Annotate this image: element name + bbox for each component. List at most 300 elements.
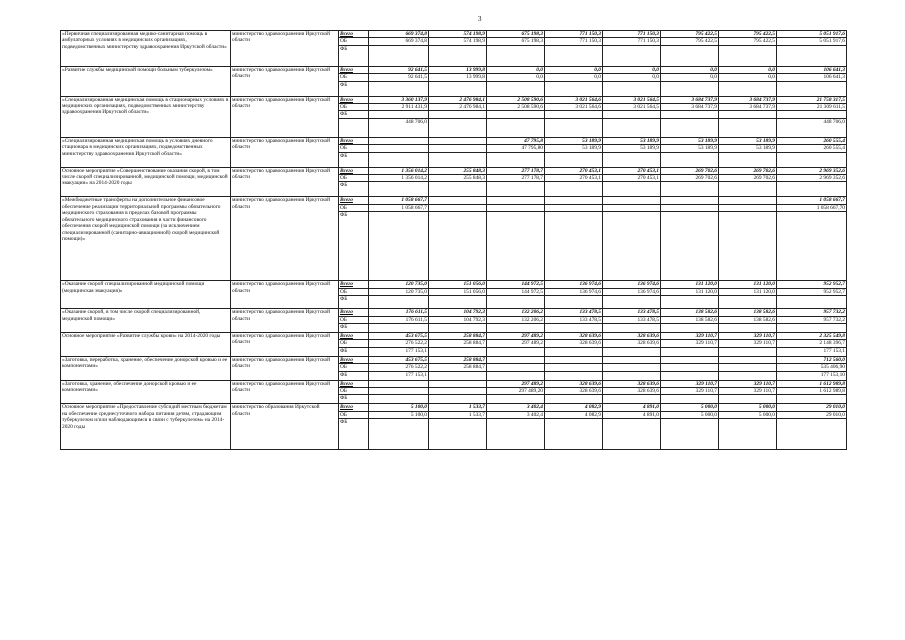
- amount-cell: 5 000,0: [719, 411, 777, 418]
- amount-cell: [487, 356, 545, 363]
- amount-cell: 1 356 014,2: [369, 175, 429, 182]
- amount-cell: 329 110,7: [719, 380, 777, 387]
- amount-cell: 29 010,0: [777, 411, 847, 418]
- amount-cell: 92 641,5: [369, 74, 429, 81]
- amount-cell: 574 198,9: [429, 38, 487, 45]
- amount-cell: [661, 419, 719, 450]
- amount-cell: 2 508 590,6: [487, 96, 545, 103]
- amount-cell: 2 969 352,6: [777, 175, 847, 182]
- amount-cell: 138 582,6: [719, 309, 777, 316]
- amount-cell: [719, 347, 777, 356]
- executor: министерство здравоохранения Иркутской области: [231, 31, 339, 67]
- amount-cell: 453 675,5: [369, 356, 429, 363]
- amount-cell: 258 884,7: [429, 332, 487, 339]
- amount-cell: 5 100,0: [369, 404, 429, 411]
- amount-cell: [487, 371, 545, 380]
- amount-cell: [487, 419, 545, 450]
- amount-cell: 133 478,5: [545, 316, 603, 323]
- amount-cell: [545, 152, 603, 167]
- funding-source: ОБ: [339, 288, 369, 295]
- amount-cell: [603, 419, 661, 450]
- amount-cell: [603, 347, 661, 356]
- funding-source: ОБ: [339, 364, 369, 371]
- table-row: [61, 356, 847, 363]
- measure-name: «Развитие службы медицинской помощи больным туберкулезом»: [61, 66, 231, 96]
- amount-cell: 138 582,6: [719, 316, 777, 323]
- amount-cell: [777, 182, 847, 197]
- amount-cell: [603, 118, 661, 137]
- amount-cell: [603, 371, 661, 380]
- amount-cell: 0,0: [719, 66, 777, 73]
- measure-name: Основное мероприятие «Развитие службы крови» на 2014-2020 годы: [61, 332, 231, 356]
- amount-cell: 2 911 431,9: [369, 104, 429, 111]
- amount-cell: [719, 212, 777, 281]
- amount-cell: 138 582,6: [661, 309, 719, 316]
- amount-cell: 5 000,0: [661, 404, 719, 411]
- amount-cell: [719, 419, 777, 450]
- executor: министерство здравоохранения Иркутской области: [231, 380, 339, 404]
- funding-source: ФБ: [339, 182, 369, 197]
- executor: министерство образования Иркутской области: [231, 404, 339, 450]
- funding-source: ФБ: [339, 111, 369, 118]
- amount-cell: 47 795,8: [487, 137, 545, 144]
- amount-cell: 329 110,7: [661, 380, 719, 387]
- amount-cell: 712 560,0: [777, 356, 847, 363]
- funding-source: ФБ: [339, 347, 369, 356]
- amount-cell: 5 100,0: [369, 411, 429, 418]
- amount-cell: 53 189,9: [661, 137, 719, 144]
- amount-cell: 138 582,6: [661, 316, 719, 323]
- measure-name: «Заготовка, хранение, обеспечение донорской кровью и ее компонентами»: [61, 380, 231, 404]
- amount-cell: [719, 197, 777, 204]
- amount-cell: 0,0: [545, 74, 603, 81]
- amount-cell: 132 206,2: [487, 316, 545, 323]
- amount-cell: [719, 111, 777, 118]
- amount-cell: [429, 197, 487, 204]
- amount-cell: [545, 364, 603, 371]
- executor: министерство здравоохранения Иркутской области: [231, 96, 339, 137]
- amount-cell: 3 684 737,9: [719, 104, 777, 111]
- amount-cell: [661, 395, 719, 404]
- amount-cell: 13 999,8: [429, 66, 487, 73]
- amount-cell: 136 974,6: [603, 288, 661, 295]
- budget-table: [60, 30, 847, 450]
- amount-cell: [369, 81, 429, 96]
- amount-cell: [719, 45, 777, 66]
- table-row: [61, 332, 847, 339]
- amount-cell: 144 972,5: [487, 288, 545, 295]
- funding-source: Всего: [339, 332, 369, 339]
- amount-cell: 1 058 667,7: [369, 197, 429, 204]
- amount-cell: [545, 197, 603, 204]
- amount-cell: [487, 152, 545, 167]
- amount-cell: 177 153,1: [369, 347, 429, 356]
- amount-cell: 120 735,0: [369, 288, 429, 295]
- amount-cell: 957 732,2: [777, 309, 847, 316]
- amount-cell: [603, 111, 661, 118]
- amount-cell: 3 021 564,6: [545, 96, 603, 103]
- amount-cell: [429, 347, 487, 356]
- amount-cell: 269 702,6: [719, 167, 777, 174]
- amount-cell: [603, 197, 661, 204]
- amount-cell: 136 974,6: [545, 288, 603, 295]
- funding-source: Всего: [339, 137, 369, 144]
- funding-source: Всего: [339, 66, 369, 73]
- amount-cell: 270 453,1: [603, 167, 661, 174]
- table-row: [61, 66, 847, 73]
- amount-cell: [429, 380, 487, 387]
- funding-source: Всего: [339, 197, 369, 204]
- amount-cell: 258 884,7: [429, 356, 487, 363]
- amount-cell: 328 639,6: [545, 387, 603, 394]
- amount-cell: [719, 182, 777, 197]
- amount-cell: [487, 347, 545, 356]
- amount-cell: [603, 182, 661, 197]
- amount-cell: 2 508 590,6: [487, 104, 545, 111]
- amount-cell: 675 198,3: [487, 31, 545, 38]
- executor: министерство здравоохранения Иркутской области: [231, 197, 339, 281]
- amount-cell: 269 702,6: [661, 175, 719, 182]
- amount-cell: [429, 182, 487, 197]
- amount-cell: [545, 204, 603, 211]
- funding-source: ФБ: [339, 323, 369, 332]
- amount-cell: 2 148 396,7: [777, 340, 847, 347]
- executor: министерство здравоохранения Иркутской области: [231, 66, 339, 96]
- table-row: [61, 31, 847, 38]
- table-row: [61, 281, 847, 288]
- funding-source: Всего: [339, 96, 369, 103]
- amount-cell: 771 150,3: [603, 31, 661, 38]
- amount-cell: [661, 118, 719, 137]
- amount-cell: [545, 182, 603, 197]
- amount-cell: 53 189,9: [545, 137, 603, 144]
- funding-source: ФБ: [339, 395, 369, 404]
- amount-cell: [429, 137, 487, 144]
- amount-cell: 329 110,7: [719, 387, 777, 394]
- amount-cell: 297 489,2: [487, 380, 545, 387]
- amount-cell: [777, 419, 847, 450]
- amount-cell: 276 522,2: [369, 364, 429, 371]
- amount-cell: 177 153,1: [777, 347, 847, 356]
- amount-cell: [661, 212, 719, 281]
- amount-cell: 269 702,6: [661, 167, 719, 174]
- amount-cell: 669 374,8: [369, 31, 429, 38]
- amount-cell: [719, 152, 777, 167]
- amount-cell: 5 051 917,6: [777, 31, 847, 38]
- amount-cell: 3 402,4: [487, 404, 545, 411]
- amount-cell: 53 189,9: [719, 137, 777, 144]
- funding-source: Всего: [339, 356, 369, 363]
- amount-cell: 3 684 737,9: [661, 96, 719, 103]
- amount-cell: [719, 204, 777, 211]
- amount-cell: 795 422,5: [719, 31, 777, 38]
- amount-cell: 53 189,9: [545, 145, 603, 152]
- amount-cell: [429, 118, 487, 137]
- amount-cell: 104 792,3: [429, 309, 487, 316]
- amount-cell: [661, 197, 719, 204]
- amount-cell: 771 150,3: [545, 31, 603, 38]
- amount-cell: [603, 296, 661, 309]
- funding-source: ФБ: [339, 45, 369, 66]
- amount-cell: 270 453,1: [545, 167, 603, 174]
- amount-cell: 328 639,6: [603, 380, 661, 387]
- amount-cell: 131 120,0: [661, 288, 719, 295]
- amount-cell: 0,0: [487, 66, 545, 73]
- executor: министерство здравоохранения Иркутской области: [231, 356, 339, 380]
- amount-cell: [777, 45, 847, 66]
- amount-cell: 3 021 564,5: [603, 104, 661, 111]
- amount-cell: 4 082,9: [545, 404, 603, 411]
- funding-source: ФБ: [339, 419, 369, 450]
- amount-cell: 1 533,7: [429, 404, 487, 411]
- amount-cell: 5 051 917,6: [777, 38, 847, 45]
- table-row: [61, 96, 847, 103]
- executor: министерство здравоохранения Иркутской области: [231, 332, 339, 356]
- amount-cell: [369, 380, 429, 387]
- amount-cell: [545, 45, 603, 66]
- amount-cell: [429, 45, 487, 66]
- funding-source: ОБ: [339, 104, 369, 111]
- amount-cell: [369, 296, 429, 309]
- amount-cell: 328 639,6: [545, 380, 603, 387]
- amount-cell: [545, 323, 603, 332]
- amount-cell: 448 706,0: [369, 118, 429, 137]
- amount-cell: 0,0: [603, 74, 661, 81]
- amount-cell: 53 189,9: [661, 145, 719, 152]
- amount-cell: 2 325 549,8: [777, 332, 847, 339]
- amount-cell: 270 453,1: [603, 175, 661, 182]
- amount-cell: 144 972,5: [487, 281, 545, 288]
- amount-cell: [487, 364, 545, 371]
- amount-cell: [369, 387, 429, 394]
- amount-cell: 133 478,5: [603, 309, 661, 316]
- amount-cell: 3 021 564,5: [603, 96, 661, 103]
- funding-source: ФБ: [339, 212, 369, 281]
- amount-cell: 328 639,6: [603, 332, 661, 339]
- amount-cell: [487, 204, 545, 211]
- funding-source: Всего: [339, 167, 369, 174]
- amount-cell: [487, 296, 545, 309]
- amount-cell: 131 120,0: [719, 281, 777, 288]
- amount-cell: [777, 111, 847, 118]
- amount-cell: 448 706,0: [777, 118, 847, 137]
- amount-cell: [603, 364, 661, 371]
- amount-cell: 255 848,3: [429, 175, 487, 182]
- funding-source: ОБ: [339, 411, 369, 418]
- amount-cell: 0,0: [487, 74, 545, 81]
- amount-cell: [545, 296, 603, 309]
- amount-cell: [545, 111, 603, 118]
- table-row: [61, 137, 847, 144]
- amount-cell: [545, 212, 603, 281]
- amount-cell: [429, 395, 487, 404]
- amount-cell: [545, 419, 603, 450]
- amount-cell: 106 641,3: [777, 74, 847, 81]
- amount-cell: 276 522,2: [369, 340, 429, 347]
- amount-cell: 177 153,10: [777, 371, 847, 380]
- executor: министерство здравоохранения Иркутской области: [231, 281, 339, 309]
- amount-cell: [777, 81, 847, 96]
- amount-cell: [661, 152, 719, 167]
- amount-cell: 260 555,4: [777, 137, 847, 144]
- amount-cell: 13 999,8: [429, 74, 487, 81]
- amount-cell: 1 058 667,7: [369, 204, 429, 211]
- amount-cell: 5 000,0: [661, 411, 719, 418]
- amount-cell: [777, 395, 847, 404]
- amount-cell: 957 732,2: [777, 316, 847, 323]
- amount-cell: 453 675,5: [369, 332, 429, 339]
- amount-cell: 3 402,4: [487, 411, 545, 418]
- amount-cell: 133 478,5: [603, 316, 661, 323]
- amount-cell: 176 611,5: [369, 316, 429, 323]
- amount-cell: 669 374,8: [369, 38, 429, 45]
- amount-cell: 21 758 317,5: [777, 96, 847, 103]
- funding-source: ОБ: [339, 74, 369, 81]
- amount-cell: [429, 387, 487, 394]
- funding-source: Всего: [339, 31, 369, 38]
- measure-name: Основное мероприятие «Совершенствование оказания скорой, в том числе скорой специализированной, медицинской помощи, медицинской эвакуации» на 2014-2020 годы: [61, 167, 231, 197]
- executor: министерство здравоохранения Иркутской области: [231, 137, 339, 167]
- amount-cell: 277 178,7: [487, 167, 545, 174]
- executor: министерство здравоохранения Иркутской области: [231, 167, 339, 197]
- measure-name: «Межбюджетные трансферты на дополнительное финансовое обеспечение реализации территориальной программы обязательного медицинского страхования в пределах базовой программы обязательного медицинского страхования в части финансового обеспечения скорой медицинской помощи (за исключением специализированной (санитарно-авиационной) скорой медицинской помощи)»: [61, 197, 231, 281]
- amount-cell: [603, 81, 661, 96]
- amount-cell: 120 735,0: [369, 281, 429, 288]
- amount-cell: [603, 395, 661, 404]
- amount-cell: 329 110,7: [719, 332, 777, 339]
- amount-cell: 151 056,0: [429, 288, 487, 295]
- amount-cell: 0,0: [661, 66, 719, 73]
- executor: министерство здравоохранения Иркутской области: [231, 309, 339, 333]
- amount-cell: 329 110,7: [661, 340, 719, 347]
- page-number: 3: [478, 15, 482, 23]
- amount-cell: [719, 364, 777, 371]
- amount-cell: [603, 323, 661, 332]
- funding-source: ФБ: [339, 81, 369, 96]
- amount-cell: 4 891,0: [603, 404, 661, 411]
- funding-source: ОБ: [339, 340, 369, 347]
- amount-cell: 329 110,7: [661, 387, 719, 394]
- amount-cell: 3 360 137,9: [369, 96, 429, 103]
- amount-cell: [429, 111, 487, 118]
- amount-cell: 1 356 014,2: [369, 167, 429, 174]
- amount-cell: 270 453,1: [545, 175, 603, 182]
- amount-cell: 297 489,20: [487, 387, 545, 394]
- measure-name: «Заготовка, переработка, хранение, обеспечение донорской кровью и ее компонентами»: [61, 356, 231, 380]
- amount-cell: [719, 356, 777, 363]
- amount-cell: [603, 45, 661, 66]
- amount-cell: 132 206,2: [487, 309, 545, 316]
- measure-name: Основное мероприятие «Предоставление субсидий местным бюджетам на обеспечение среднесуточного набора питания детям, страдающим туберкулезом и/или наблюдающимся в связи с туберкулезом» на 2014-2020 годы: [61, 404, 231, 450]
- amount-cell: [545, 356, 603, 363]
- funding-source: Всего: [339, 380, 369, 387]
- amount-cell: 29 010,0: [777, 404, 847, 411]
- amount-cell: 133 478,5: [545, 309, 603, 316]
- amount-cell: [487, 395, 545, 404]
- amount-cell: 21 309 611,5: [777, 104, 847, 111]
- measure-name: «Оказание скорой, в том числе скорой специализированной, медицинской помощи»: [61, 309, 231, 333]
- amount-cell: 131 120,0: [661, 281, 719, 288]
- amount-cell: 2 969 352,6: [777, 167, 847, 174]
- amount-cell: 258 884,7: [429, 364, 487, 371]
- amount-cell: 535 406,90: [777, 364, 847, 371]
- amount-cell: [429, 371, 487, 380]
- amount-cell: [429, 323, 487, 332]
- amount-cell: [429, 145, 487, 152]
- amount-cell: [487, 182, 545, 197]
- amount-cell: 260 555,4: [777, 145, 847, 152]
- amount-cell: 269 702,6: [719, 175, 777, 182]
- amount-cell: [545, 395, 603, 404]
- amount-cell: [545, 347, 603, 356]
- amount-cell: 151 056,0: [429, 281, 487, 288]
- amount-cell: [429, 152, 487, 167]
- amount-cell: [661, 356, 719, 363]
- amount-cell: [487, 323, 545, 332]
- amount-cell: [369, 137, 429, 144]
- amount-cell: [429, 296, 487, 309]
- amount-cell: 329 110,7: [719, 340, 777, 347]
- amount-cell: 795 422,5: [661, 38, 719, 45]
- amount-cell: [487, 197, 545, 204]
- amount-cell: 1 612 989,8: [777, 380, 847, 387]
- amount-cell: 53 189,9: [719, 145, 777, 152]
- funding-source: ФБ: [339, 371, 369, 380]
- amount-cell: [603, 152, 661, 167]
- amount-cell: [369, 111, 429, 118]
- amount-cell: 0,0: [545, 66, 603, 73]
- amount-cell: [661, 81, 719, 96]
- amount-cell: [369, 323, 429, 332]
- amount-cell: 4 891,0: [603, 411, 661, 418]
- budget-table-body: [61, 31, 847, 450]
- amount-cell: 136 974,6: [545, 281, 603, 288]
- amount-cell: 47 795,80: [487, 145, 545, 152]
- amount-cell: [487, 45, 545, 66]
- amount-cell: 329 110,7: [661, 332, 719, 339]
- table-row: [61, 309, 847, 316]
- amount-cell: [369, 395, 429, 404]
- amount-cell: [661, 182, 719, 197]
- amount-cell: [777, 152, 847, 167]
- amount-cell: [719, 118, 777, 137]
- amount-cell: 328 639,6: [545, 340, 603, 347]
- amount-cell: 795 422,5: [661, 31, 719, 38]
- amount-cell: [369, 182, 429, 197]
- amount-cell: 2 476 984,1: [429, 96, 487, 103]
- measure-name: «Первичная специализированная медико-санитарная помощь в амбулаторных условиях в медицинских организациях, подведомственных министерству здравоохранения Иркутской области»: [61, 31, 231, 67]
- amount-cell: 297 489,2: [487, 332, 545, 339]
- table-row: [61, 197, 847, 204]
- funding-source: ОБ: [339, 387, 369, 394]
- amount-cell: 1 533,7: [429, 411, 487, 418]
- amount-cell: 297 489,2: [487, 340, 545, 347]
- measure-name: «Специализированная медицинская помощь в стационарных условиях в медицинских организациях, подведомственных министерству здравоохранения Иркутской области»: [61, 96, 231, 137]
- amount-cell: [429, 81, 487, 96]
- amount-cell: [661, 204, 719, 211]
- funding-source: Всего: [339, 281, 369, 288]
- amount-cell: [545, 81, 603, 96]
- amount-cell: [661, 45, 719, 66]
- amount-cell: 5 000,0: [719, 404, 777, 411]
- funding-source: Всего: [339, 404, 369, 411]
- amount-cell: [487, 81, 545, 96]
- table-row: [61, 404, 847, 411]
- amount-cell: [719, 323, 777, 332]
- amount-cell: 0,0: [603, 66, 661, 73]
- amount-cell: [661, 323, 719, 332]
- funding-source: ОБ: [339, 145, 369, 152]
